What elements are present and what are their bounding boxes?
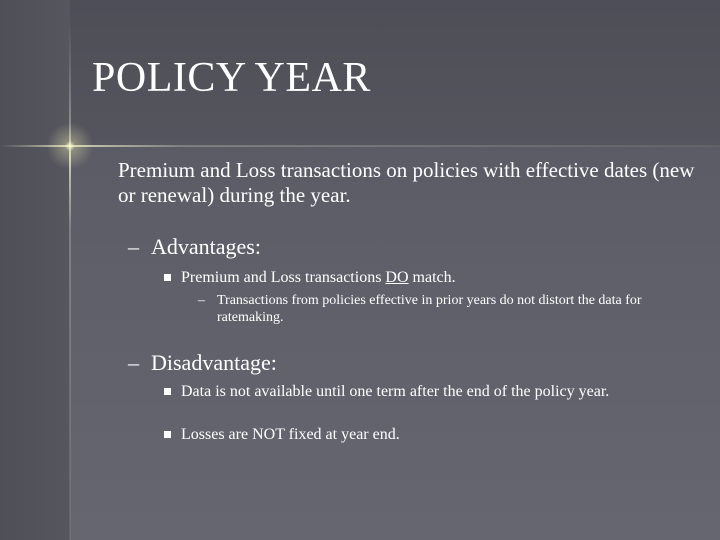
slide-title: POLICY YEAR: [92, 55, 371, 101]
square-bullet-icon: [164, 274, 171, 281]
dash-marker: –: [128, 350, 139, 375]
dash-marker: –: [128, 234, 139, 259]
advantage-sub-bullet-1: [198, 292, 648, 328]
advantages-label: Advantages:: [151, 234, 261, 259]
square-bullet-icon: [164, 431, 171, 438]
disadvantage-bullet-1: [164, 382, 634, 422]
square-bullet-icon: [164, 388, 171, 395]
left-panel: [0, 0, 70, 540]
disadvantage-label: Disadvantage:: [151, 350, 277, 375]
bullet-text-after: match.: [408, 269, 456, 286]
bullet-text: Data is not available until one term after the end of the policy year.: [181, 383, 610, 400]
star-glow-icon: [40, 116, 100, 176]
disadvantage-heading: [128, 350, 277, 376]
advantages-heading: [128, 234, 261, 260]
advantage-bullet-1: [164, 268, 644, 287]
bullet-emphasis: DO: [385, 269, 409, 286]
intro-text: Premium and Loss transactions on policies with effective dates (new or renewal) during the year.: [118, 158, 695, 207]
sub-bullet-text: Transactions from policies effective in prior years do not distort the data for ratemaking.: [217, 293, 642, 325]
bullet-text-before: Premium and Loss transactions: [181, 269, 386, 286]
dash-marker: –: [198, 293, 205, 308]
horizontal-accent-line: [0, 145, 720, 147]
vertical-accent-line: [69, 22, 71, 540]
bullet-text: Losses are NOT fixed at year end.: [181, 426, 400, 443]
disadvantage-bullet-2: [164, 425, 634, 444]
